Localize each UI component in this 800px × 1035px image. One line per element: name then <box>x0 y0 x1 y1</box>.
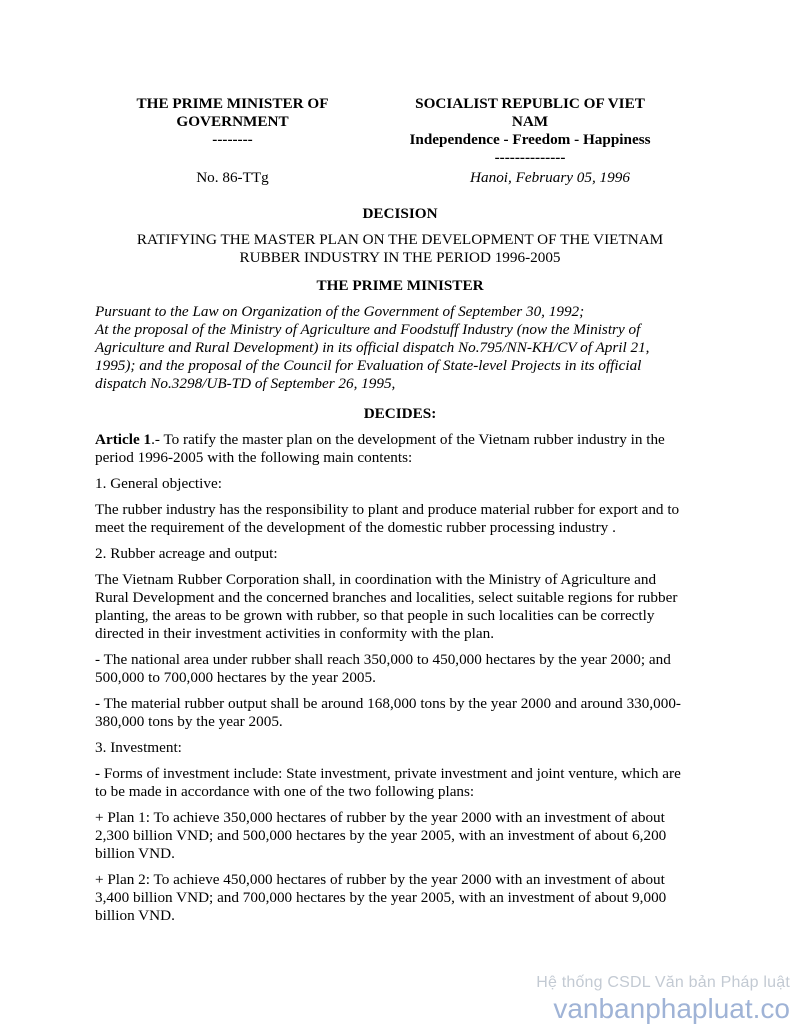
paragraph-line: 2,300 billion VND; and 500,000 hectares by the year 2005, with an investment of about 6,200 <box>95 827 667 844</box>
document-header <box>95 95 705 167</box>
article-1-line-1 <box>95 431 705 449</box>
paragraph-line: + Plan 2: To achieve 450,000 hectares of rubber by the year 2000 with an investment of about <box>95 871 665 888</box>
issuer-line-2: GOVERNMENT <box>176 113 289 130</box>
article-body <box>95 475 705 925</box>
subtitle-line-1: RATIFYING THE MASTER PLAN ON THE DEVELOPMENT OF THE VIETNAM <box>136 231 664 248</box>
paragraph-line: + Plan 1: To achieve 350,000 hectares of rubber by the year 2000 with an investment of about <box>95 809 665 826</box>
decision-title: DECISION <box>362 205 438 222</box>
state-name-line-1: SOCIALIST REPUBLIC OF VIET <box>415 95 645 112</box>
number-date-line <box>95 169 705 187</box>
pursuant-line: Agriculture and Rural Development) in its official dispatch No.795/NN-KH/CV of April 21, <box>95 339 650 356</box>
paragraph-line: The Vietnam Rubber Corporation shall, in coordination with the Ministry of Agriculture and <box>95 571 657 588</box>
paragraph-line: 3,400 billion VND; and 700,000 hectares by the year 2005, with an investment of about 9,000 <box>95 889 667 906</box>
paragraph-line: Rural Development and the concerned branches and localities, select suitable regions for rubber <box>95 589 678 606</box>
decides-heading: DECIDES: <box>363 405 437 422</box>
body-paragraph <box>95 871 705 925</box>
article-label: Article 1 <box>95 431 152 448</box>
authority-heading: THE PRIME MINISTER <box>316 277 484 294</box>
paragraph-line: 500,000 to 700,000 hectares by the year 2005. <box>95 669 376 686</box>
pursuant-line: dispatch No.3298/UB-TD of September 26, 1995, <box>95 375 396 392</box>
decision-subtitle <box>95 231 705 267</box>
paragraph-line: billion VND. <box>95 845 175 862</box>
issuer-line-1: THE PRIME MINISTER OF <box>136 95 329 112</box>
paragraph-line: 380,000 tons by the year 2005. <box>95 713 283 730</box>
document-number: No. 86-TTg <box>196 169 269 186</box>
paragraph-line: meet the requirement of the development of the domestic rubber processing industry . <box>95 519 616 536</box>
document-date: Hanoi, February 05, 1996 <box>470 169 630 186</box>
issuer-separator: -------- <box>212 131 253 148</box>
paragraph-line: 2. Rubber acreage and output: <box>95 545 278 562</box>
pursuant-line: At the proposal of the Ministry of Agriculture and Foodstuff Industry (now the Ministry of <box>95 321 641 338</box>
article-1 <box>95 431 705 467</box>
body-paragraph <box>95 739 705 757</box>
paragraph-line: The rubber industry has the responsibility to plant and produce material rubber for export and to <box>95 501 680 518</box>
body-paragraph <box>95 651 705 687</box>
body-paragraph <box>95 501 705 537</box>
motto: Independence - Freedom - Happiness <box>409 131 651 148</box>
watermark <box>536 973 790 1025</box>
paragraph-line: - Forms of investment include: State investment, private investment and joint venture, which are <box>95 765 681 782</box>
paragraph-line: directed in their investment activities in conformity with the plan. <box>95 625 494 642</box>
motto-separator: -------------- <box>494 149 566 166</box>
body-paragraph <box>95 695 705 731</box>
paragraph-line: - The national area under rubber shall reach 350,000 to 450,000 hectares by the year 2000; and <box>95 651 671 668</box>
paragraph-line: 1. General objective: <box>95 475 222 492</box>
body-paragraph <box>95 545 705 563</box>
body-paragraph <box>95 809 705 863</box>
state-motto-block <box>385 95 675 167</box>
paragraph-line: to be made in accordance with one of the two following plans: <box>95 783 475 800</box>
paragraph-line: 3. Investment: <box>95 739 182 756</box>
subtitle-line-2: RUBBER INDUSTRY IN THE PERIOD 1996-2005 <box>239 249 561 266</box>
body-paragraph <box>95 765 705 801</box>
article-1-line-2: period 1996-2005 with the following main contents: <box>95 449 413 466</box>
article-1-text: .- To ratify the master plan on the development of the Vietnam rubber industry in the <box>151 431 665 448</box>
watermark-line-1: Hệ thống CSDL Văn bản Pháp luật <box>536 974 790 991</box>
body-paragraph <box>95 571 705 643</box>
state-name-line-2: NAM <box>511 113 549 130</box>
pursuant-line: 1995); and the proposal of the Council for Evaluation of State-level Projects in its official <box>95 357 642 374</box>
paragraph-line: billion VND. <box>95 907 175 924</box>
paragraph-line: planting, the areas to be grown with rubber, so that people in such localities can be correctly <box>95 607 655 624</box>
document-page <box>95 95 705 925</box>
issuer-block <box>95 95 370 167</box>
paragraph-line: - The material rubber output shall be around 168,000 tons by the year 2000 and around 330,000- <box>95 695 681 712</box>
pursuant-line: Pursuant to the Law on Organization of the Government of September 30, 1992; <box>95 303 585 320</box>
watermark-line-2: vanbanphapluat.co <box>553 993 790 1024</box>
body-paragraph <box>95 475 705 493</box>
pursuant-block <box>95 303 705 393</box>
